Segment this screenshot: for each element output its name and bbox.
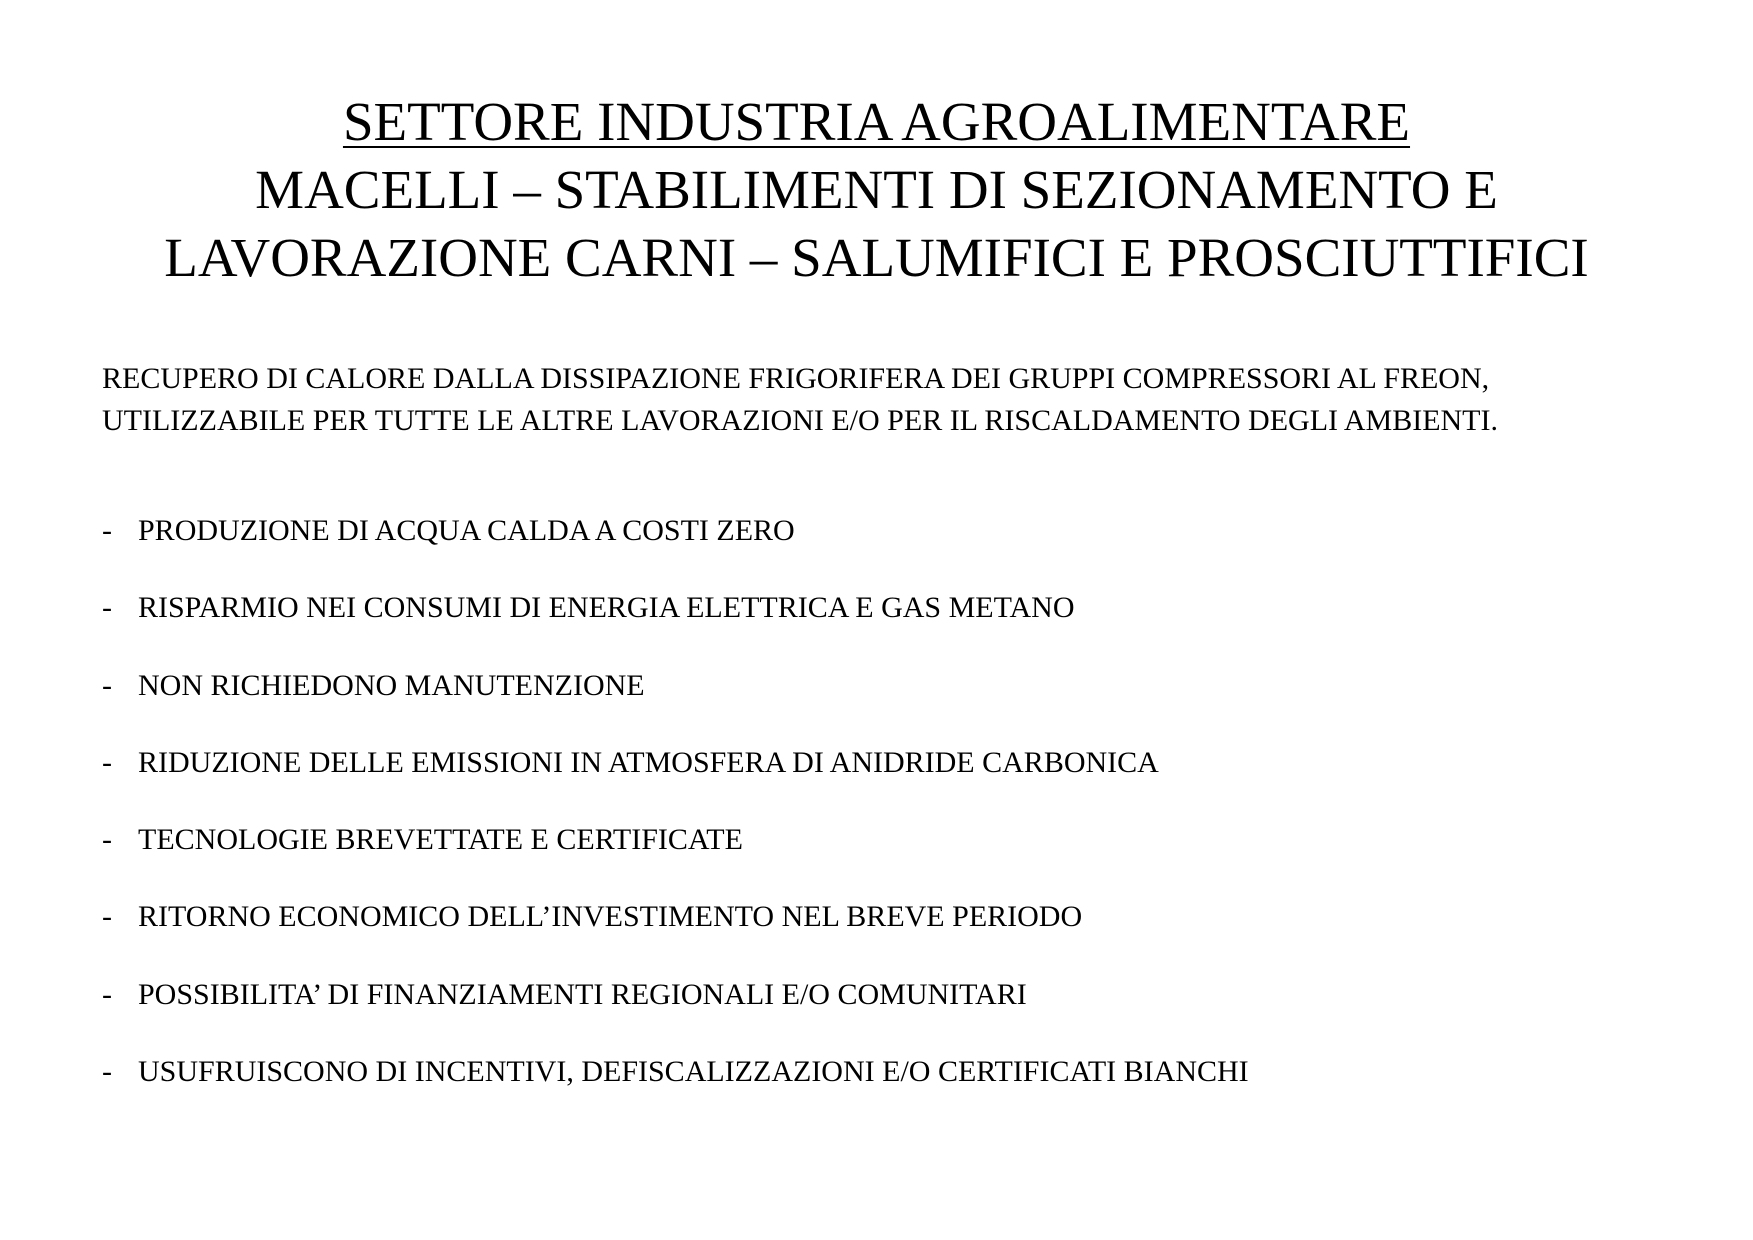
bullet-dash: - bbox=[102, 1055, 112, 1089]
intro-line-1: RECUPERO DI CALORE DALLA DISSIPAZIONE FRIGORIFERA DEI GRUPPI COMPRESSORI AL FREON, bbox=[102, 362, 1490, 395]
intro-paragraph bbox=[102, 358, 1498, 442]
bullet-dash: - bbox=[102, 977, 112, 1011]
bullet-dash: - bbox=[102, 668, 112, 702]
list-item-text: POSSIBILITA’ DI FINANZIAMENTI REGIONALI E/O COMUNITARI bbox=[138, 977, 1027, 1011]
list-item-text: RIDUZIONE DELLE EMISSIONI IN ATMOSFERA DI ANIDRIDE CARBONICA bbox=[138, 745, 1159, 779]
bullet-dash: - bbox=[102, 745, 112, 779]
list-item-text: RITORNO ECONOMICO DELL’INVESTIMENTO NEL BREVE PERIODO bbox=[138, 900, 1083, 934]
title-subtitle-line-2: LAVORAZIONE CARNI – SALUMIFICI E PROSCIUTTIFICI bbox=[164, 227, 1589, 288]
bullet-dash: - bbox=[102, 591, 112, 625]
bullet-dash: - bbox=[102, 900, 112, 934]
list-item-text: PRODUZIONE DI ACQUA CALDA A COSTI ZERO bbox=[138, 514, 795, 547]
title-sector: SETTORE INDUSTRIA AGROALIMENTARE bbox=[342, 91, 1411, 152]
bullet-dash: - bbox=[102, 823, 112, 857]
list-item-text: TECNOLOGIE BREVETTATE E CERTIFICATE bbox=[138, 823, 743, 857]
page-title bbox=[0, 88, 1753, 292]
list-item-text: NON RICHIEDONO MANUTENZIONE bbox=[138, 668, 645, 702]
intro-line-2: UTILIZZABILE PER TUTTE LE ALTRE LAVORAZIONI E/O PER IL RISCALDAMENTO DEGLI AMBIENTI. bbox=[102, 404, 1498, 437]
title-subtitle-line-1: MACELLI – STABILIMENTI DI SEZIONAMENTO E bbox=[255, 159, 1498, 220]
bullet-dash: - bbox=[102, 514, 112, 547]
list-item-text: RISPARMIO NEI CONSUMI DI ENERGIA ELETTRICA E GAS METANO bbox=[138, 591, 1075, 625]
list-item-text: USUFRUISCONO DI INCENTIVI, DEFISCALIZZAZIONI E/O CERTIFICATI BIANCHI bbox=[138, 1055, 1249, 1089]
